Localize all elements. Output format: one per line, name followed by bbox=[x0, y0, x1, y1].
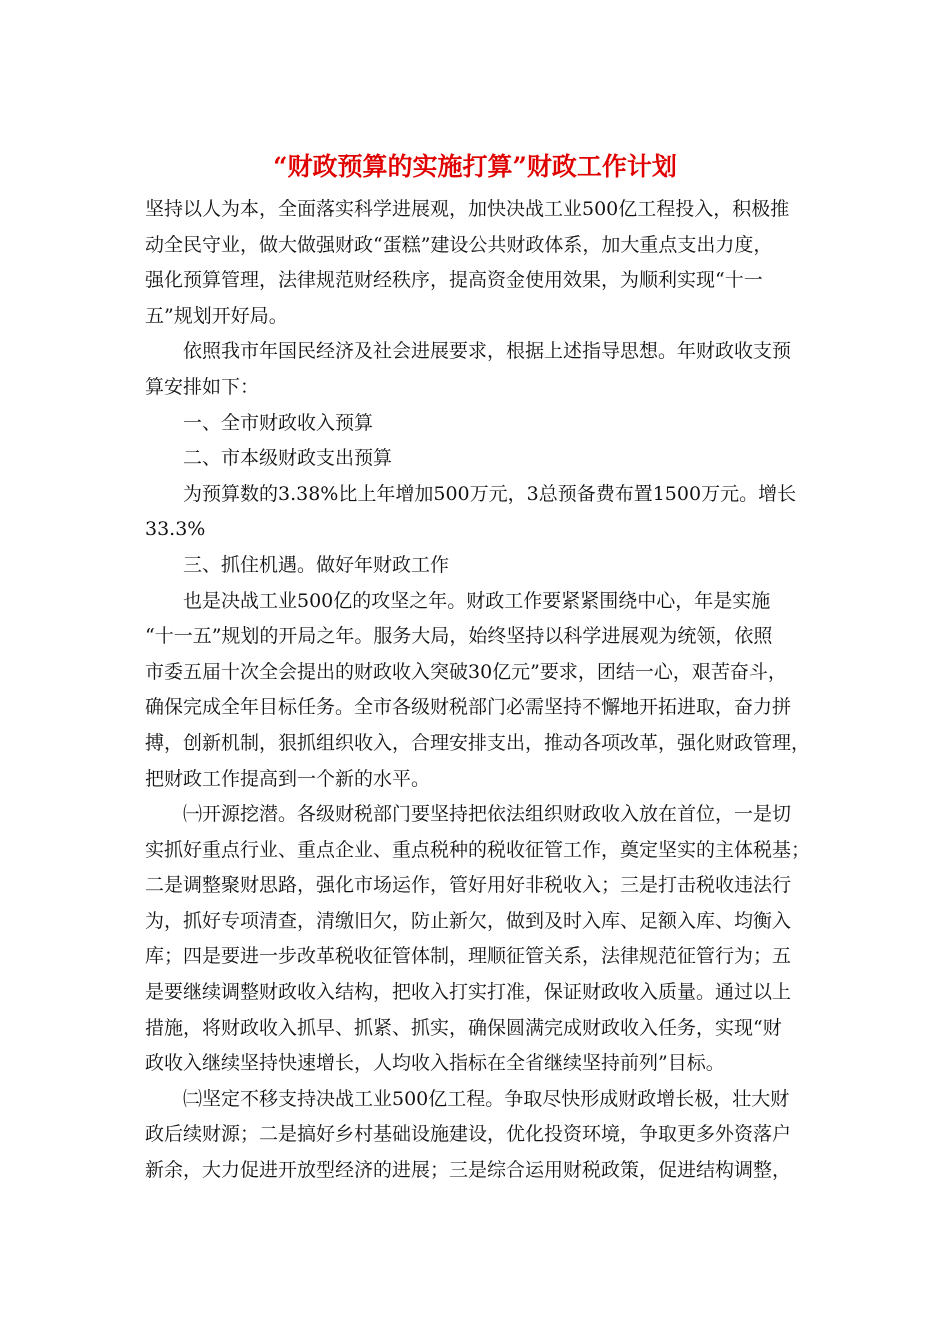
body-line: 二、市本级财政支出预算 bbox=[183, 447, 393, 470]
body-line: “十一五”规划的开局之年。服务大局，始终坚持以科学进展观为统领，依照 bbox=[145, 625, 773, 648]
body-line: 搏，创新机制，狠抓组织收入，合理安排支出，推动各项改革，强化财政管理， bbox=[145, 731, 811, 754]
body-line: 措施，将财政收入抓早、抓紧、抓实，确保圆满完成财政收入任务，实现“财 bbox=[145, 1016, 782, 1039]
body-line: 为预算数的3.38%比上年增加500万元，3总预备费布置1500万元。增长 bbox=[183, 482, 797, 505]
body-line: 三、抓住机遇。做好年财政工作 bbox=[183, 553, 450, 576]
body-line: 依照我市年国民经济及社会进展要求，根据上述指导思想。年财政收支预 bbox=[183, 340, 792, 363]
body-line: 把财政工作提高到一个新的水平。 bbox=[145, 767, 431, 790]
body-line: 动全民守业，做大做强财政“蛋糕”建设公共财政体系，加大重点支出力度， bbox=[145, 233, 773, 256]
body-line: 33.3% bbox=[145, 518, 206, 541]
document-title: “财政预算的实施打算”财政工作计划 bbox=[273, 152, 677, 181]
body-line: 市委五届十次全会提出的财政收入突破30亿元”要求，团结一心，艰苦奋斗， bbox=[145, 660, 787, 683]
body-line: 实抓好重点行业、重点企业、重点税种的税收征管工作，奠定坚实的主体税基； bbox=[145, 838, 811, 861]
body-line: 五”规划开好局。 bbox=[145, 304, 288, 327]
body-line: 也是决战工业500亿的攻坚之年。财政工作要紧紧围绕中心，年是实施 bbox=[183, 589, 771, 612]
body-line: 政收入继续坚持快速增长，人均收入指标在全省继续坚持前列”目标。 bbox=[145, 1052, 725, 1075]
body-line: 一、全市财政收入预算 bbox=[183, 411, 374, 434]
body-line: ㈡坚定不移支持决战工业500亿工程。争取尽快形成财政增长极，壮大财 bbox=[183, 1087, 790, 1110]
body-line: 强化预算管理，法律规范财经秩序，提高资金使用效果，为顺利实现“十一 bbox=[145, 269, 763, 292]
body-line: 是要继续调整财政收入结构，把收入打实打准，保证财政收入质量。通过以上 bbox=[145, 981, 792, 1004]
body-line: 算安排如下： bbox=[145, 375, 260, 398]
body-line: 坚持以人为本，全面落实科学进展观，加快决战工业500亿工程投入，积极推 bbox=[145, 198, 790, 220]
body-line: 库；四是要进一步改革税收征管体制，理顺征管关系，法律规范征管行为；五 bbox=[145, 945, 792, 968]
body-line: 确保完成全年目标任务。全市各级财税部门必需坚持不懈地开拓进取，奋力拼 bbox=[145, 696, 792, 719]
body-line: 新余，大力促进开放型经济的进展；三是综合运用财税政策，促进结构调整， bbox=[145, 1159, 792, 1182]
document-body bbox=[145, 192, 811, 1189]
body-line: ㈠开源挖潜。各级财税部门要坚持把依法组织财政收入放在首位，一是切 bbox=[183, 803, 792, 826]
body-line: 二是调整聚财思路，强化市场运作，管好用好非税收入；三是打击税收违法行 bbox=[145, 874, 792, 897]
body-line: 为，抓好专项清查，清缴旧欠，防止新欠，做到及时入库、足额入库、均衡入 bbox=[145, 909, 792, 932]
body-line: 政后续财源；二是搞好乡村基础设施建设，优化投资环境，争取更多外资落户 bbox=[145, 1123, 792, 1146]
